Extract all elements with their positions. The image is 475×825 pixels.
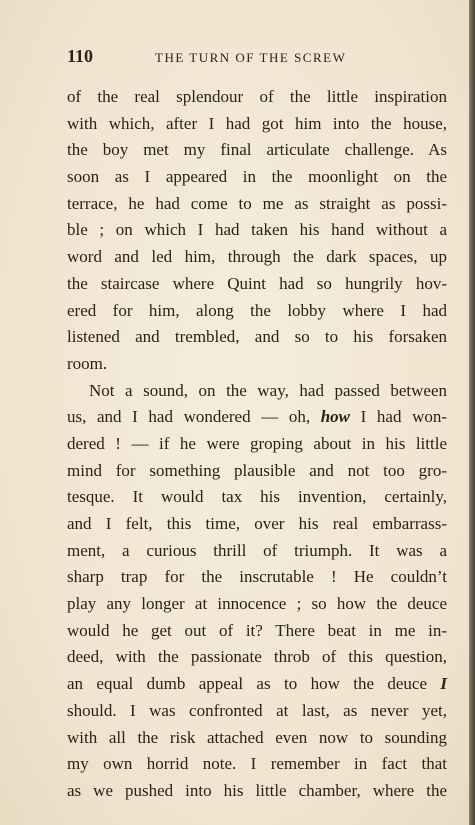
- text-segment: us, and I had wondered — oh,: [67, 407, 311, 427]
- text-line: ble ; on which I had taken his hand without a: [67, 220, 447, 240]
- text-line: with which, after I had got him into the house,: [67, 113, 447, 133]
- text-line: deed, with the passionate throb of this question,: [67, 647, 447, 667]
- text-line: Not a sound, on the way, had passed between: [89, 380, 447, 400]
- text-line: of the real splendour of the little inspiration: [67, 87, 447, 106]
- emphasis-word: how: [320, 407, 351, 427]
- text-line: mind for something plausible and not too gro-: [67, 460, 447, 480]
- page-edge-shadow: [469, 0, 475, 825]
- text-line: listened and trembled, and so to his forsaken: [67, 327, 447, 347]
- page-header: [67, 46, 447, 68]
- text-line: the staircase where Quint had so hungrily hov-: [67, 273, 447, 293]
- text-line: as we pushed into his little chamber, where the: [67, 780, 447, 800]
- page-number: 110: [67, 46, 94, 66]
- text-line: play any longer at innocence ; so how the deuce: [67, 594, 447, 614]
- text-line: terrace, he had come to me as straight as possi-: [67, 193, 447, 213]
- text-line: with all the risk attached even now to sounding: [67, 727, 447, 747]
- text-line: tesque. It would tax his invention, certainly,: [67, 487, 447, 507]
- text-line: would he get out of it? There beat in me in-: [67, 620, 447, 640]
- emphasis-word: I: [440, 674, 447, 694]
- text-line: soon as I appeared in the moonlight on the: [67, 167, 447, 187]
- text-line-with-emphasis: [67, 671, 447, 698]
- text-line: the boy met my final articulate challenge. As: [67, 140, 447, 160]
- text-line: ered for him, along the lobby where I had: [67, 300, 447, 320]
- text-line: ment, a curious thrill of triumph. It was a: [67, 540, 447, 560]
- text-line-with-emphasis: [67, 404, 447, 431]
- text-segment: I had won-: [360, 407, 448, 427]
- text-line: my own horrid note. I remember in fact that: [67, 754, 447, 774]
- text-line: dered ! — if he were groping about in his little: [67, 433, 447, 453]
- text-segment: an equal dumb appeal as to how the deuce: [67, 674, 427, 694]
- text-line: sharp trap for the inscrutable ! He couldn’t: [67, 567, 447, 587]
- body-text: [67, 84, 447, 805]
- text-line: word and led him, through the dark spaces, up: [67, 247, 447, 267]
- running-title: THE TURN OF THE SCREW: [155, 50, 347, 65]
- text-line: room.: [67, 353, 108, 373]
- text-line: and I felt, this time, over his real embarrass-: [67, 514, 447, 533]
- text-line: should. I was confronted at last, as never yet,: [67, 700, 447, 720]
